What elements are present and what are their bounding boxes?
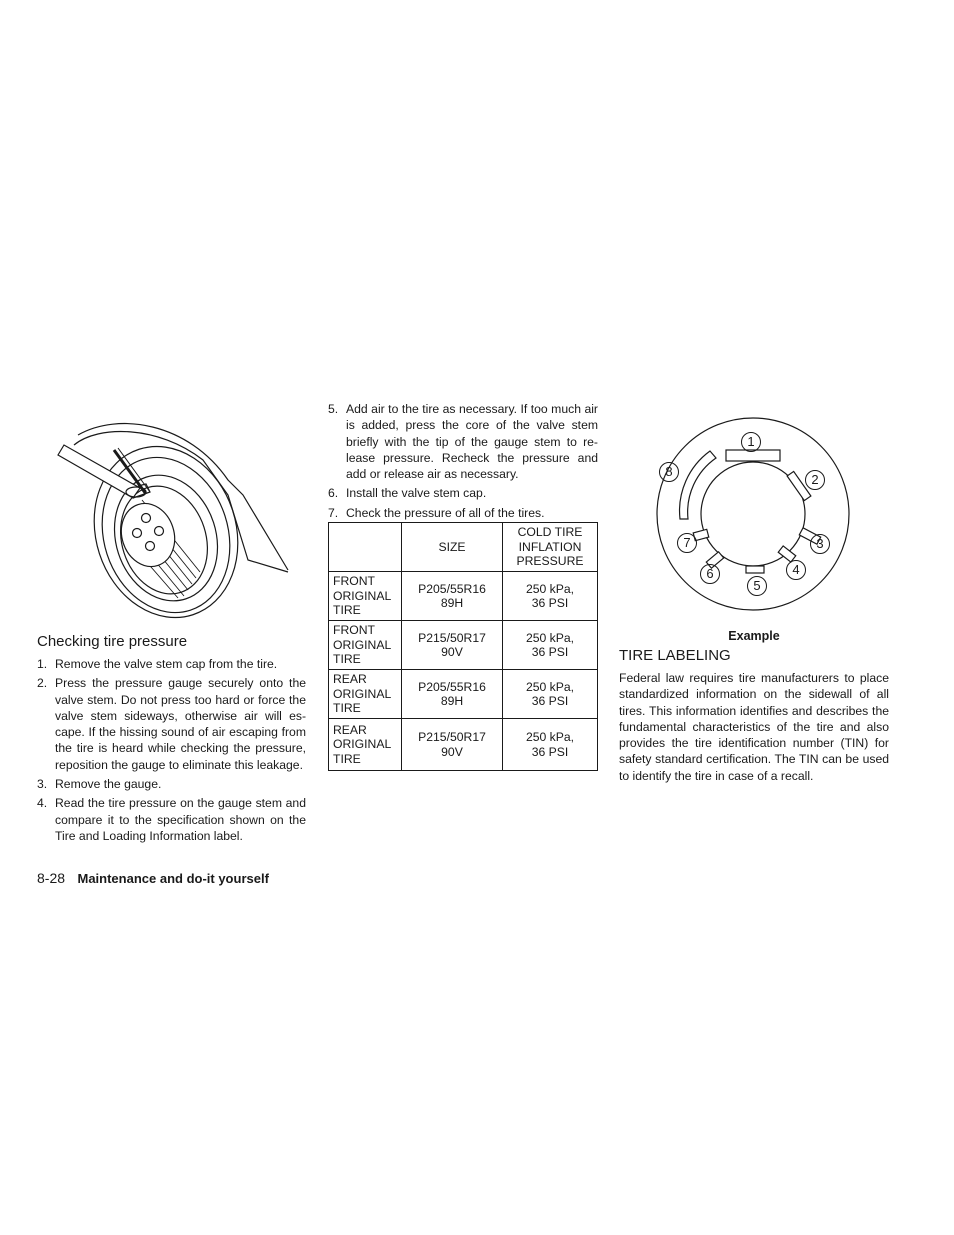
page-number: 8-28 [37, 870, 66, 886]
table-cell-pressure: 250 kPa, 36 PSI [503, 670, 598, 719]
tire-gauge-illustration [38, 420, 294, 620]
diagram-marker-5: 5 [747, 576, 767, 596]
diagram-marker-8: 8 [659, 462, 679, 482]
table-cell-size: P205/55R16 89H [402, 670, 503, 719]
page-footer [37, 870, 269, 888]
diagram-marker-4: 4 [786, 560, 806, 580]
step-text: Remove the valve stem cap from the tire. [55, 657, 278, 671]
diagram-marker-1: 1 [741, 432, 761, 452]
column-header-pressure: COLD TIRE INFLATION PRESSURE [503, 523, 598, 572]
table-cell-pressure: 250 kPa, 36 PSI [503, 719, 598, 771]
step-text: Check the pressure of all of the tires. [346, 505, 545, 520]
diagram-caption: Example [728, 629, 780, 643]
table-cell-pressure: 250 kPa, 36 PSI [503, 572, 598, 621]
table-row [329, 572, 598, 621]
section-title-tire-labeling: TIRE LABELING [619, 647, 731, 664]
diagram-marker-7: 7 [677, 533, 697, 553]
step-number: 2. [37, 676, 48, 691]
list-item [37, 776, 306, 792]
table-cell-position: REAR ORIGINAL TIRE [329, 719, 402, 771]
steps-list-left [37, 656, 306, 847]
step-number: 5. [328, 402, 339, 416]
step-text: Read the tire pressure on the gauge stem and compare it to the specification shown on the Tire and Loading Information label. [55, 796, 306, 843]
table-row [329, 621, 598, 670]
table-row [329, 670, 598, 719]
table-row [329, 719, 598, 771]
list-item [328, 401, 598, 482]
list-item [37, 795, 306, 844]
diagram-marker-2: 2 [805, 470, 825, 490]
tire-pressure-table [328, 522, 598, 771]
list-item [37, 656, 306, 672]
list-item [37, 675, 306, 773]
step-text: Add air to the tire as necessary. If too much air is added, press the core of the valve stem briefly with the tip of the gauge stem to re- lease pressure. Recheck the pressure and add or release air as necessary. [346, 402, 598, 482]
section-title-checking: Checking tire pressure [37, 633, 188, 650]
column-header-size: SIZE [402, 523, 503, 572]
tire-labeling-paragraph: Federal law requires tire manufacturers to place standardized information on the sidewall of all tires. This information identifies and describes the fundamental characteristics of the tire and also provides the tire identification number (TIN) for safety standard certification. The TIN can be used to identify the tire in case of a recall. [619, 671, 889, 783]
chapter-title: Maintenance and do-it yourself [77, 871, 269, 886]
table-cell-position: REAR ORIGINAL TIRE [329, 670, 402, 719]
steps-list-middle [328, 401, 598, 524]
step-number: 4. [37, 796, 48, 811]
list-item [328, 485, 598, 501]
step-number: 3. [37, 777, 48, 792]
table-cell-position: FRONT ORIGINAL TIRE [329, 621, 402, 670]
step-text: Install the valve stem cap. [346, 486, 487, 501]
diagram-marker-3: 3 [810, 534, 830, 554]
diagram-marker-6: 6 [700, 564, 720, 584]
step-number: 6. [328, 486, 339, 501]
table-cell-size: P215/50R17 90V [402, 719, 503, 771]
table-cell-size: P205/55R16 89H [402, 572, 503, 621]
table-header-row [329, 523, 598, 572]
table-cell-pressure: 250 kPa, 36 PSI [503, 621, 598, 670]
column-header-position [329, 523, 402, 572]
step-number: 7. [328, 505, 339, 520]
step-text: Press the pressure gauge securely onto the valve stem. Do not press too hard or force the valve stem sideways, otherwise air will es- cape. If the hissing sound of air escaping from the tire is heard while checking the pressure, reposition the gauge to eliminate this leakage. [55, 676, 306, 772]
table-cell-position: FRONT ORIGINAL TIRE [329, 572, 402, 621]
step-number: 1. [37, 657, 48, 671]
list-item [328, 505, 598, 521]
step-text: Remove the gauge. [55, 777, 162, 792]
table-cell-size: P215/50R17 90V [402, 621, 503, 670]
